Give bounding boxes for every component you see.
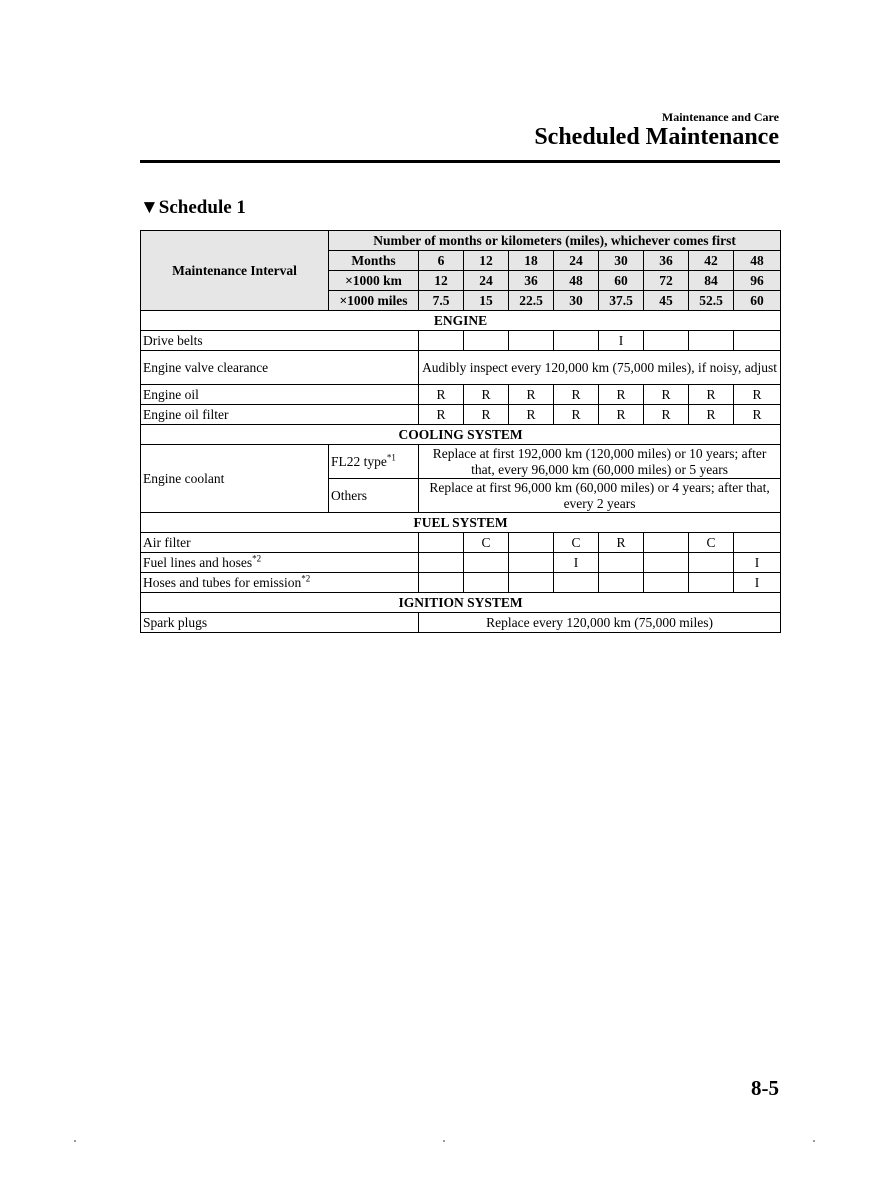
miles-value: 7.5 — [419, 291, 464, 311]
schedule-cell — [689, 573, 734, 593]
schedule-cell: R — [644, 405, 689, 425]
schedule-cell — [734, 331, 781, 351]
miles-value: 45 — [644, 291, 689, 311]
months-value: 30 — [599, 251, 644, 271]
km-value: 72 — [644, 271, 689, 291]
item-label: Hoses and tubes for emission — [143, 574, 302, 590]
schedule-note: Replace every 120,000 km (75,000 miles) — [419, 613, 781, 633]
miles-label: ×1000 miles — [329, 291, 419, 311]
schedule-cell — [509, 573, 554, 593]
schedule-cell: R — [509, 385, 554, 405]
schedule-cell — [689, 553, 734, 573]
item-label-hoses-emission — [141, 573, 419, 593]
months-value: 24 — [554, 251, 599, 271]
table-row-valve-clearance — [141, 351, 781, 385]
coolant-type-fl22 — [329, 445, 419, 479]
schedule-cell: R — [734, 405, 781, 425]
category-row-engine — [141, 311, 781, 331]
miles-value: 30 — [554, 291, 599, 311]
schedule-cell — [554, 573, 599, 593]
item-label: Drive belts — [141, 331, 419, 351]
schedule-cell: I — [599, 331, 644, 351]
schedule-cell: R — [419, 405, 464, 425]
months-value: 6 — [419, 251, 464, 271]
schedule-cell: C — [689, 533, 734, 553]
schedule-note: Audibly inspect every 120,000 km (75,000 miles), if noisy, adjust — [419, 351, 781, 385]
schedule-cell — [419, 553, 464, 573]
schedule-cell — [554, 331, 599, 351]
fl22-label: FL22 type — [331, 453, 387, 469]
page-number: 8-5 — [751, 1076, 779, 1100]
schedule-cell: R — [599, 385, 644, 405]
schedule-cell: R — [689, 385, 734, 405]
schedule-note: Replace at first 192,000 km (120,000 miles) or 10 years; after that, every 96,000 km (60,000 miles) or 5 years — [419, 445, 781, 479]
crop-mark — [74, 1140, 76, 1142]
miles-value: 37.5 — [599, 291, 644, 311]
km-value: 12 — [419, 271, 464, 291]
schedule-cell — [419, 533, 464, 553]
header-rule — [140, 160, 780, 163]
schedule-cell — [689, 331, 734, 351]
km-value: 24 — [464, 271, 509, 291]
page-title: Scheduled Maintenance — [534, 124, 779, 150]
schedule-cell — [509, 533, 554, 553]
table-row-hoses-emission — [141, 573, 781, 593]
crop-mark — [813, 1140, 815, 1142]
km-value: 36 — [509, 271, 554, 291]
table-row-drive-belts — [141, 331, 781, 351]
km-value: 96 — [734, 271, 781, 291]
table-row-spark-plugs — [141, 613, 781, 633]
schedule-cell: R — [554, 405, 599, 425]
miles-value: 15 — [464, 291, 509, 311]
schedule-cell: R — [599, 405, 644, 425]
schedule-cell: R — [509, 405, 554, 425]
schedule-cell — [599, 553, 644, 573]
schedule-cell — [599, 573, 644, 593]
interval-span-header: Number of months or kilometers (miles), whichever comes first — [329, 231, 781, 251]
footnote-marker: *2 — [301, 573, 311, 583]
schedule-cell: R — [419, 385, 464, 405]
schedule-cell — [464, 331, 509, 351]
item-label: Spark plugs — [141, 613, 419, 633]
km-label: ×1000 km — [329, 271, 419, 291]
schedule-cell — [644, 553, 689, 573]
item-label: Engine oil — [141, 385, 419, 405]
schedule-cell — [419, 331, 464, 351]
category-label: FUEL SYSTEM — [141, 513, 781, 533]
item-label: Air filter — [141, 533, 419, 553]
table-row-engine-oil — [141, 385, 781, 405]
schedule-cell: I — [554, 553, 599, 573]
coolant-type-others: Others — [329, 479, 419, 513]
km-value: 60 — [599, 271, 644, 291]
months-value: 18 — [509, 251, 554, 271]
miles-value: 22.5 — [509, 291, 554, 311]
months-value: 42 — [689, 251, 734, 271]
months-value: 12 — [464, 251, 509, 271]
item-label: Engine valve clearance — [141, 351, 419, 385]
schedule-heading: ▼Schedule 1 — [140, 197, 246, 218]
schedule-cell — [509, 553, 554, 573]
schedule-cell: R — [599, 533, 644, 553]
item-label-fuel-lines — [141, 553, 419, 573]
category-label: IGNITION SYSTEM — [141, 593, 781, 613]
table-row-coolant-fl22 — [141, 445, 781, 479]
schedule-cell: R — [464, 385, 509, 405]
maintenance-interval-header: Maintenance Interval — [141, 231, 329, 311]
schedule-cell: C — [554, 533, 599, 553]
schedule-cell — [644, 331, 689, 351]
km-value: 84 — [689, 271, 734, 291]
miles-value: 60 — [734, 291, 781, 311]
footnote-marker: *1 — [386, 452, 396, 462]
item-label: Fuel lines and hoses — [143, 554, 253, 570]
category-label: ENGINE — [141, 311, 781, 331]
category-label: COOLING SYSTEM — [141, 425, 781, 445]
schedule-cell: R — [554, 385, 599, 405]
schedule-cell — [419, 573, 464, 593]
table-row-air-filter — [141, 533, 781, 553]
category-row-ignition — [141, 593, 781, 613]
item-label: Engine oil filter — [141, 405, 419, 425]
months-value: 48 — [734, 251, 781, 271]
schedule-note: Replace at first 96,000 km (60,000 miles) or 4 years; after that, every 2 years — [419, 479, 781, 513]
schedule-cell — [464, 573, 509, 593]
months-label: Months — [329, 251, 419, 271]
schedule-cell — [644, 573, 689, 593]
category-row-fuel — [141, 513, 781, 533]
schedule-cell — [509, 331, 554, 351]
miles-value: 52.5 — [689, 291, 734, 311]
schedule-cell: R — [464, 405, 509, 425]
item-label: Engine coolant — [141, 445, 329, 513]
schedule-cell: R — [734, 385, 781, 405]
schedule-cell: C — [464, 533, 509, 553]
category-row-cooling — [141, 425, 781, 445]
footnote-marker: *2 — [252, 553, 262, 563]
table-row-engine-oil-filter — [141, 405, 781, 425]
section-label: Maintenance and Care — [661, 110, 779, 124]
maintenance-schedule-table — [140, 230, 781, 633]
header-row-span — [141, 231, 781, 251]
crop-mark — [443, 1140, 445, 1142]
schedule-cell — [644, 533, 689, 553]
schedule-cell: I — [734, 573, 781, 593]
km-value: 48 — [554, 271, 599, 291]
months-value: 36 — [644, 251, 689, 271]
schedule-cell: I — [734, 553, 781, 573]
schedule-cell: R — [689, 405, 734, 425]
schedule-cell — [734, 533, 781, 553]
table-row-fuel-lines — [141, 553, 781, 573]
schedule-cell — [464, 553, 509, 573]
schedule-cell: R — [644, 385, 689, 405]
